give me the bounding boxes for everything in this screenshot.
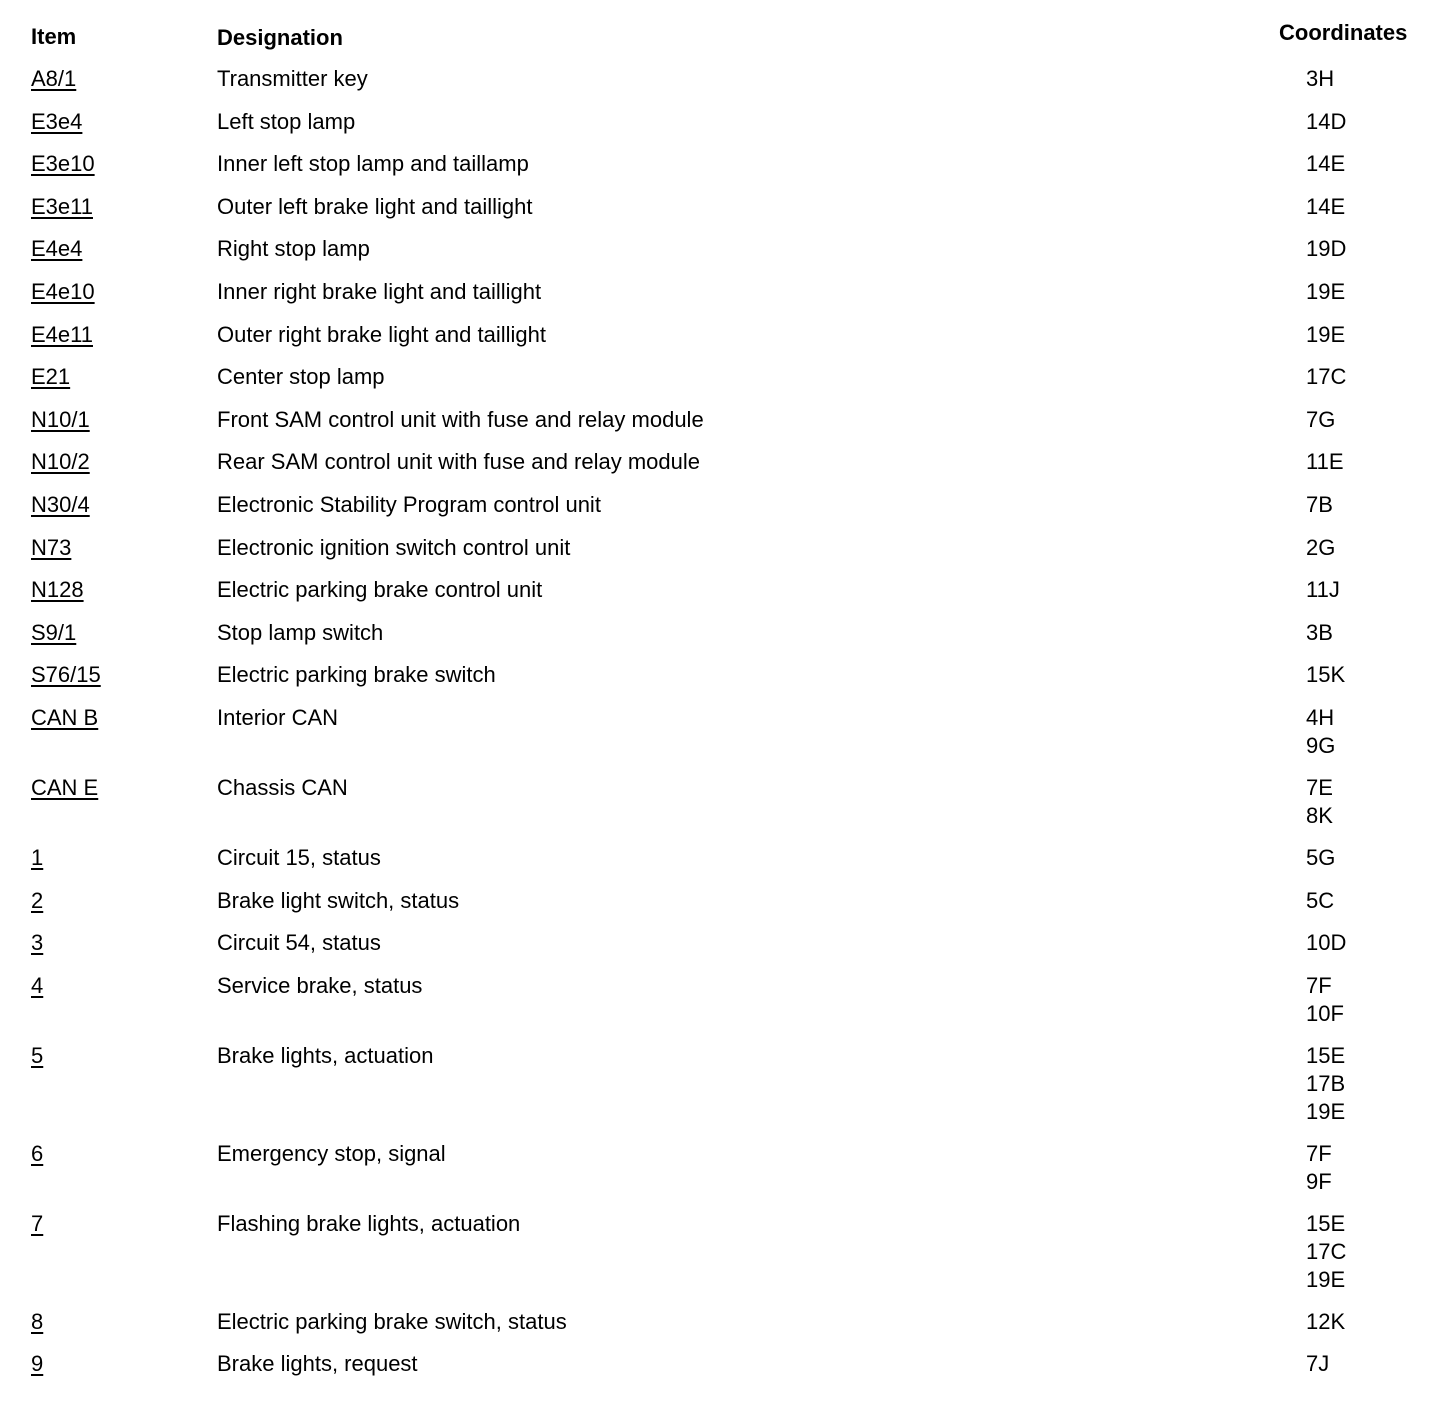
designation-cell: Left stop lamp	[217, 108, 356, 134]
designation-cell: Circuit 54, status	[217, 930, 381, 956]
coordinates-cell	[1306, 704, 1335, 760]
coordinate-value: 5G	[1306, 844, 1336, 870]
table-row	[0, 489, 1456, 532]
designation-cell: Service brake, status	[217, 972, 423, 998]
coordinates-cell	[1306, 844, 1335, 872]
designation-cell: Chassis CAN	[217, 774, 348, 800]
coordinates-cell	[1306, 65, 1334, 93]
item-link[interactable]: 6	[31, 1140, 44, 1166]
item-link[interactable]: E3e4	[31, 108, 83, 134]
table-row	[0, 532, 1456, 575]
table-row	[0, 63, 1456, 106]
item-link[interactable]: E3e10	[31, 151, 95, 177]
coordinate-value: 11J	[1306, 577, 1340, 603]
table-row	[0, 191, 1456, 234]
designation-cell: Inner right brake light and taillight	[217, 278, 542, 304]
designation-cell: Flashing brake lights, actuation	[217, 1210, 521, 1236]
coordinate-value: 9F	[1306, 1168, 1332, 1194]
table-row	[0, 970, 1456, 1040]
coordinates-cell	[1306, 1210, 1346, 1294]
item-link[interactable]: E4e11	[31, 321, 93, 347]
table-row	[0, 659, 1456, 702]
coordinates-cell	[1306, 972, 1344, 1028]
table-row	[0, 148, 1456, 191]
item-link[interactable]: 9	[31, 1351, 44, 1377]
designation-cell: Electric parking brake control unit	[217, 577, 543, 603]
table-row	[0, 574, 1456, 617]
table-row	[0, 276, 1456, 319]
item-link[interactable]: E4e10	[31, 278, 95, 304]
coordinate-value: 7E	[1306, 774, 1333, 800]
coordinate-value: 15E	[1306, 1042, 1346, 1068]
designation-cell: Brake lights, request	[217, 1351, 418, 1377]
coordinates-cell	[1306, 887, 1334, 915]
item-link[interactable]: E21	[31, 364, 71, 390]
coordinate-value: 2G	[1306, 534, 1336, 560]
coordinate-value: 15K	[1306, 662, 1346, 688]
coordinate-value: 19E	[1306, 1266, 1346, 1292]
designation-column-header: Designation	[217, 25, 343, 50]
coordinate-value: 19E	[1306, 1098, 1346, 1124]
coordinates-cell	[1306, 491, 1333, 519]
legend-rows	[0, 63, 1456, 1391]
coordinate-value: 8K	[1306, 802, 1333, 828]
coordinate-value: 7G	[1306, 406, 1336, 432]
designation-cell: Electric parking brake switch	[217, 662, 496, 688]
coordinate-value: 10D	[1306, 930, 1347, 956]
item-link[interactable]: A8/1	[31, 66, 77, 91]
coordinates-cell	[1306, 1350, 1329, 1378]
coordinate-value: 7B	[1306, 491, 1333, 517]
table-row	[0, 772, 1456, 842]
designation-cell: Emergency stop, signal	[217, 1140, 446, 1166]
coordinates-cell	[1306, 150, 1345, 178]
table-row	[0, 1208, 1456, 1306]
coordinates-cell	[1306, 321, 1345, 349]
coordinate-value: 12K	[1306, 1308, 1346, 1334]
table-row	[0, 233, 1456, 276]
table-row	[0, 319, 1456, 362]
table-row	[0, 446, 1456, 489]
coordinates-cell	[1306, 1308, 1345, 1336]
item-link[interactable]: S76/15	[31, 662, 101, 688]
designation-cell: Outer left brake light and taillight	[217, 193, 533, 219]
coordinates-cell	[1306, 1042, 1345, 1126]
item-link[interactable]: N73	[31, 534, 72, 560]
coordinates-cell	[1306, 774, 1333, 830]
coordinate-value: 11E	[1306, 449, 1344, 475]
designation-cell: Center stop lamp	[217, 364, 385, 390]
coordinates-cell	[1306, 448, 1344, 476]
coordinate-value: 5C	[1306, 887, 1335, 913]
item-link[interactable]: N30/4	[31, 491, 90, 517]
designation-cell: Electronic ignition switch control unit	[217, 534, 571, 560]
table-row	[0, 106, 1456, 149]
coordinate-value: 17B	[1306, 1070, 1346, 1096]
item-column-header: Item	[31, 24, 77, 49]
coordinates-cell	[1306, 235, 1346, 263]
coordinates-cell	[1306, 406, 1335, 434]
table-row	[0, 842, 1456, 885]
coordinates-cell	[1306, 929, 1346, 957]
coordinate-value: 7F	[1306, 972, 1332, 998]
table-row	[0, 1138, 1456, 1208]
item-link[interactable]: N10/2	[31, 449, 90, 475]
coordinates-cell	[1306, 193, 1345, 221]
table-row	[0, 404, 1456, 447]
coordinates-column-header: Coordinates	[1279, 20, 1408, 45]
coordinate-value: 10F	[1306, 1000, 1344, 1026]
designation-cell: Inner left stop lamp and taillamp	[217, 151, 529, 177]
coordinate-value: 7J	[1306, 1351, 1330, 1377]
coordinate-value: 3H	[1306, 66, 1335, 91]
item-link[interactable]: S9/1	[31, 619, 77, 645]
designation-cell: Front SAM control unit with fuse and relay module	[217, 406, 704, 432]
item-link[interactable]: E4e4	[31, 236, 83, 262]
coordinate-value: 19E	[1306, 278, 1346, 304]
coordinate-value: 14D	[1306, 108, 1347, 134]
table-row	[0, 1348, 1456, 1391]
coordinate-value: 4H	[1306, 704, 1335, 730]
coordinates-cell	[1306, 576, 1340, 604]
designation-cell: Interior CAN	[217, 704, 339, 730]
item-link[interactable]: N10/1	[31, 406, 90, 432]
item-link[interactable]: 4	[31, 972, 44, 998]
coordinates-cell	[1306, 278, 1345, 306]
item-link[interactable]: 2	[31, 887, 44, 913]
coordinate-value: 7F	[1306, 1140, 1332, 1166]
coordinate-value: 14E	[1306, 193, 1346, 219]
table-row	[0, 1306, 1456, 1349]
designation-cell: Right stop lamp	[217, 236, 370, 262]
designation-cell: Electronic Stability Program control unit	[217, 491, 601, 517]
table-row	[0, 927, 1456, 970]
coordinate-value: 19E	[1306, 321, 1346, 347]
designation-cell: Electric parking brake switch, status	[217, 1308, 567, 1334]
coordinates-cell	[1306, 108, 1346, 136]
designation-cell: Transmitter key	[217, 66, 368, 91]
designation-cell: Outer right brake light and taillight	[217, 321, 546, 347]
coordinate-value: 14E	[1306, 151, 1346, 177]
coordinate-value: 3B	[1306, 619, 1333, 645]
item-link[interactable]: N128	[31, 577, 84, 603]
item-link[interactable]: CAN B	[31, 704, 99, 730]
designation-cell: Circuit 15, status	[217, 844, 381, 870]
item-link[interactable]: 3	[31, 930, 44, 956]
table-row	[0, 885, 1456, 928]
coordinate-value: 17C	[1306, 1238, 1347, 1264]
item-link[interactable]: 7	[31, 1210, 44, 1236]
table-row	[0, 617, 1456, 660]
table-row	[0, 702, 1456, 772]
coordinates-cell	[1306, 534, 1335, 562]
designation-cell: Brake light switch, status	[217, 887, 460, 913]
coordinates-cell	[1306, 363, 1346, 391]
coordinates-cell	[1306, 1140, 1332, 1196]
designation-cell: Stop lamp switch	[217, 619, 384, 645]
coordinates-cell	[1306, 619, 1333, 647]
coordinates-cell	[1306, 661, 1345, 689]
item-link[interactable]: E3e11	[31, 193, 93, 219]
designation-cell: Brake lights, actuation	[217, 1042, 434, 1068]
item-link[interactable]: CAN E	[31, 774, 99, 800]
item-link[interactable]: 5	[31, 1042, 44, 1068]
designation-cell: Rear SAM control unit with fuse and relay module	[217, 449, 701, 475]
coordinate-value: 19D	[1306, 236, 1347, 262]
coordinate-value: 9G	[1306, 732, 1336, 758]
coordinate-value: 17C	[1306, 364, 1347, 390]
coordinate-value: 15E	[1306, 1210, 1346, 1236]
table-row	[0, 361, 1456, 404]
item-link[interactable]: 8	[31, 1308, 44, 1334]
table-row	[0, 1040, 1456, 1138]
item-link[interactable]: 1	[31, 844, 44, 870]
